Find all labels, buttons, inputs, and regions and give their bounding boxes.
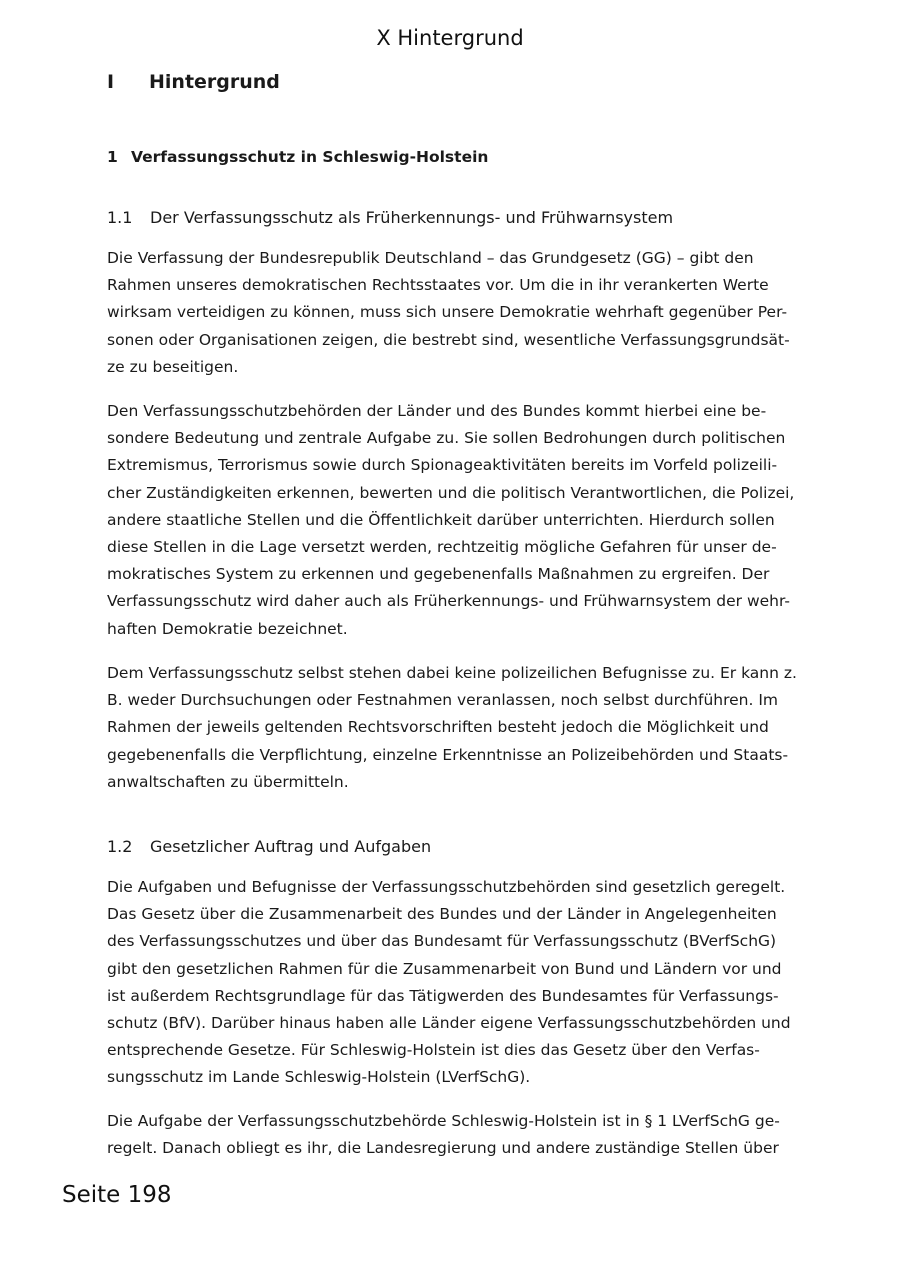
paragraph-line: Die Aufgabe der Verfassungsschutzbehörde Schleswig-Holstein ist in § 1 LVerfSchG ge- (107, 1112, 780, 1130)
paragraph-line: Das Gesetz über die Zusammenarbeit des Bundes und der Länder in Angelegenheiten (107, 905, 777, 924)
paragraph-line: Die Aufgaben und Befugnisse der Verfassungsschutzbehörden sind gesetzlich geregelt. (107, 878, 786, 896)
page-number: Seite 198 (62, 1182, 172, 1208)
subsection-number: 1.2 (107, 837, 133, 856)
subsection-heading (107, 833, 431, 861)
paragraph-line: sungsschutz im Lande Schleswig-Holstein (LVerfSchG). (107, 1068, 531, 1087)
paragraph-line: andere staatliche Stellen und die Öffentlichkeit darüber unterrichten. Hierdurch sollen (107, 510, 775, 529)
subsection-title: Gesetzlicher Auftrag und Aufgaben (150, 837, 432, 856)
paragraph-line: Dem Verfassungsschutz selbst stehen dabei keine polizeilichen Befugnisse zu. Er kann z. (107, 664, 797, 682)
paragraph-line: sondere Bedeutung und zentrale Aufgabe zu. Sie sollen Bedrohungen durch politischen (107, 429, 786, 448)
paragraph-line: entsprechende Gesetze. Für Schleswig-Holstein ist dies das Gesetz über den Verfas- (107, 1041, 760, 1060)
paragraph-line: regelt. Danach obliegt es ihr, die Landesregierung und andere zuständige Stellen über (107, 1139, 779, 1158)
paragraph-line: Verfassungsschutz wird daher auch als Früherkennungs- und Frühwarnsystem der wehr- (107, 592, 790, 611)
paragraph-line: mokratisches System zu erkennen und gegebenenfalls Maßnahmen zu ergreifen. Der (107, 565, 770, 584)
running-header: X Hintergrund (376, 26, 524, 50)
body-paragraph (107, 660, 837, 796)
paragraph-line: schutz (BfV). Darüber hinaus haben alle Länder eigene Verfassungsschutzbehörden und (107, 1014, 791, 1033)
body-paragraph (107, 1108, 837, 1162)
paragraph-line: Rahmen der jeweils geltenden Rechtsvorschriften besteht jedoch die Möglichkeit und (107, 718, 769, 737)
subsection-title: Der Verfassungsschutz als Früherkennungs- und Frühwarnsystem (150, 208, 674, 227)
paragraph-line: des Verfassungsschutzes und über das Bundesamt für Verfassungsschutz (BVerfSchG) (107, 932, 777, 951)
paragraph-line: wirksam verteidigen zu können, muss sich unsere Demokratie wehrhaft gegenüber Per- (107, 303, 788, 322)
paragraph-line: Den Verfassungsschutzbehörden der Länder und des Bundes kommt hierbei eine be- (107, 402, 767, 420)
chapter-heading (107, 67, 280, 97)
paragraph-line: ze zu beseitigen. (107, 357, 239, 376)
section-heading (107, 143, 488, 171)
paragraph-line: B. weder Durchsuchungen oder Festnahmen veranlassen, noch selbst durchführen. Im (107, 691, 779, 710)
paragraph-line: sonen oder Organisationen zeigen, die bestrebt sind, wesentliche Verfassungsgrundsät- (107, 330, 790, 349)
paragraph-line: Rahmen unseres demokratischen Rechtsstaates vor. Um die in ihr verankerten Werte (107, 276, 769, 295)
chapter-number: I (107, 71, 115, 93)
subsection-heading (107, 204, 673, 232)
body-paragraph (107, 398, 837, 643)
paragraph-line: ist außerdem Rechtsgrundlage für das Tätigwerden des Bundesamtes für Verfassungs- (107, 986, 779, 1005)
body-paragraph (107, 874, 837, 1092)
section-number: 1 (107, 148, 118, 166)
paragraph-line: Die Verfassung der Bundesrepublik Deutschland – das Grundgesetz (GG) – gibt den (107, 249, 754, 267)
chapter-title: Hintergrund (149, 71, 280, 93)
paragraph-line: diese Stellen in die Lage versetzt werden, rechtzeitig mögliche Gefahren für unser de- (107, 538, 777, 557)
paragraph-line: gibt den gesetzlichen Rahmen für die Zusammenarbeit von Bund und Ländern vor und (107, 959, 782, 978)
paragraph-line: haften Demokratie bezeichnet. (107, 619, 348, 638)
paragraph-line: gegebenenfalls die Verpflichtung, einzelne Erkenntnisse an Polizeibehörden und Staats- (107, 745, 789, 764)
paragraph-line: anwaltschaften zu übermitteln. (107, 772, 349, 791)
section-title: Verfassungsschutz in Schleswig-Holstein (131, 148, 489, 166)
subsection-number: 1.1 (107, 208, 133, 227)
paragraph-line: cher Zuständigkeiten erkennen, bewerten und die politisch Verantwortlichen, die Polizei, (107, 483, 795, 502)
paragraph-line: Extremismus, Terrorismus sowie durch Spionageaktivitäten bereits im Vorfeld polizeili- (107, 456, 778, 475)
body-paragraph (107, 245, 837, 381)
